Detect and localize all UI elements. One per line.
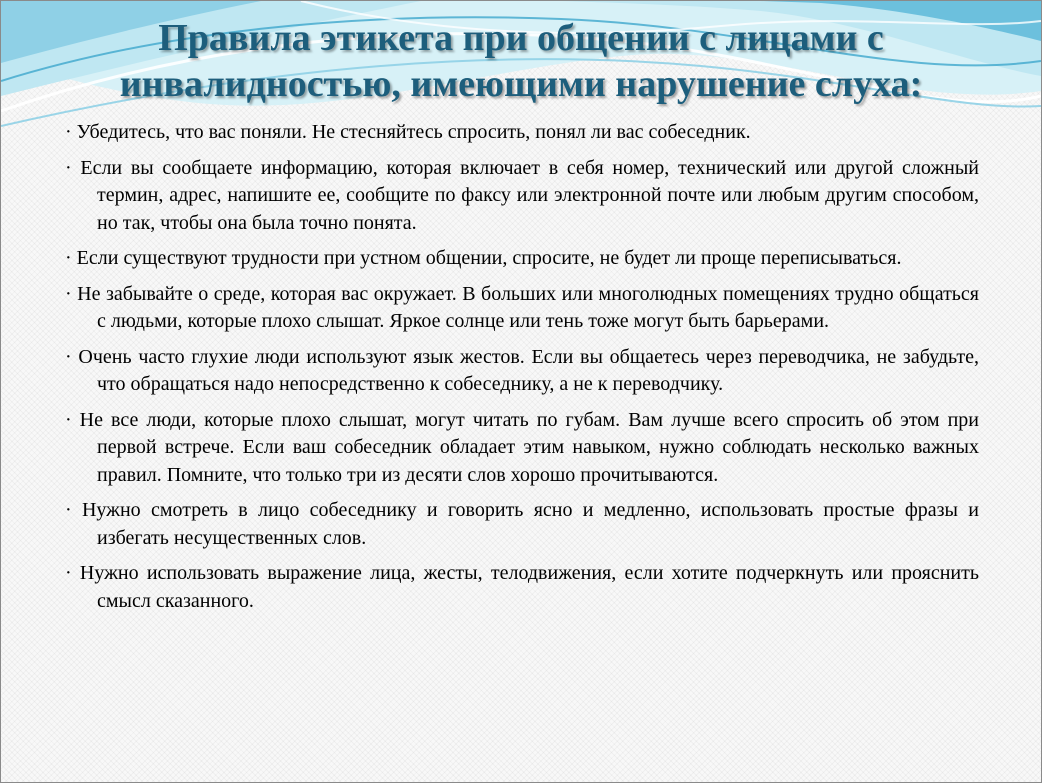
- rule-item: · Не все люди, которые плохо слышат, могут читать по губам. Вам лучше всего спросить об этом при первой встрече. Если ваш собеседник обладает этим навыком, нужно соблюдать несколько важных правил. Помните, что только три из десяти слов хорошо прочитываются.: [65, 408, 979, 486]
- title-line-2: инвалидностью, имеющими нарушение слуха:: [119, 63, 923, 105]
- rule-item: · Если вы сообщаете информацию, которая включает в себя номер, технический или другой сложный термин, адрес, напишите ее, сообщите по факсу или электронной почте или любым другим способом, но так, чтобы она была точно понята.: [65, 156, 979, 234]
- rule-item: · Убедитесь, что вас поняли. Не стесняйтесь спросить, понял ли вас собеседник.: [65, 121, 751, 143]
- rule-item: · Нужно использовать выражение лица, жесты, телодвижения, если хотите подчеркнуть или прояснить смысл сказанного.: [65, 562, 979, 612]
- page-title: [21, 15, 1021, 107]
- rules-list: [65, 119, 979, 623]
- title-line-1: Правила этикета при общении с лицами с: [158, 17, 884, 59]
- rule-item: · Если существуют трудности при устном общении, спросите, не будет ли проще переписываться.: [65, 247, 902, 269]
- rule-item: · Не забывайте о среде, которая вас окружает. В больших или многолюдных помещениях трудно общаться с людьми, которые плохо слышат. Яркое солнце или тень тоже могут быть барьерами.: [65, 282, 979, 332]
- rule-item: · Очень часто глухие люди используют язык жестов. Если вы общаетесь через переводчика, не забудьте, что обращаться надо непосредственно к собеседнику, а не к переводчику.: [65, 345, 979, 395]
- rule-item: · Нужно смотреть в лицо собеседнику и говорить ясно и медленно, использовать простые фразы и избегать несущественных слов.: [65, 499, 979, 549]
